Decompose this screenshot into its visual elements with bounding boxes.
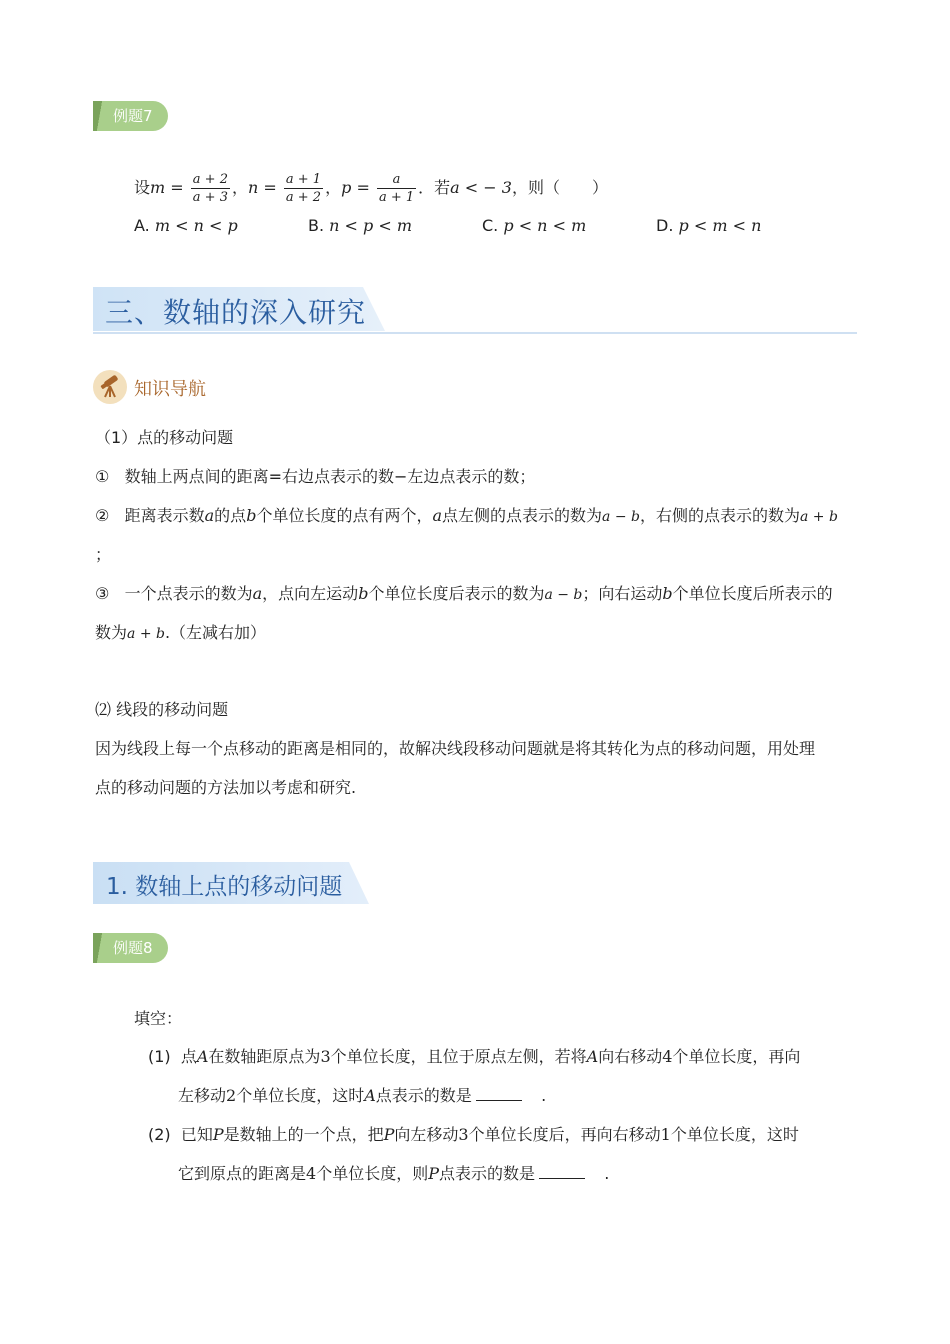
q1-text: 点: [180, 1047, 197, 1066]
example-7-tag: 例题7: [93, 101, 168, 131]
var-b: b: [358, 584, 369, 603]
rule-2-text: 个单位长度的点有两个，: [256, 506, 433, 525]
number-1: 1: [660, 1125, 671, 1144]
option-b: [308, 216, 412, 236]
rule-2-text: 的点: [214, 506, 247, 525]
option-d-label: D.: [656, 216, 674, 235]
answer-blank-1[interactable]: [476, 1086, 522, 1101]
rule-3-text: ，点向左运动: [262, 584, 359, 603]
option-a-expression: m < n < p: [154, 216, 238, 235]
subsection-title: 1. 数轴上点的移动问题: [106, 874, 343, 900]
example-8-intro: 填空：: [134, 1009, 183, 1028]
point-movement-heading: （1）点的移动问题: [95, 428, 234, 447]
rule-3-marker: ③: [95, 584, 110, 603]
rule-3: [95, 584, 833, 605]
q2-period: .: [604, 1164, 610, 1183]
option-c-label: C.: [482, 216, 499, 235]
option-b-expression: n < p < m: [329, 216, 413, 235]
rule-3-text: 个单位长度后所表示的: [672, 584, 833, 603]
var-b: b: [246, 506, 257, 525]
var-n: n: [247, 178, 259, 197]
equals-sign: =: [170, 178, 184, 197]
question-2-line-2: [178, 1164, 609, 1184]
expr-a-plus-b: a + b: [799, 509, 838, 525]
rule-3-continued: [95, 623, 266, 644]
rule-3-text: 一个点表示的数为: [124, 584, 253, 603]
option-c: [482, 216, 586, 236]
example-7-question: [134, 170, 608, 206]
rule-2-marker: ②: [95, 506, 110, 525]
option-b-label: B.: [308, 216, 325, 235]
question-1-line-1: [148, 1047, 800, 1067]
fraction-m: [191, 171, 230, 206]
fraction-m-denominator: a + 3: [192, 190, 228, 205]
rule-2-text: 点左侧的点表示的数为: [442, 506, 603, 525]
question-1-line-2: [178, 1086, 546, 1106]
option-a: [134, 216, 238, 236]
var-P: P: [428, 1164, 439, 1183]
number-4: 4: [306, 1164, 317, 1183]
condition-prefix: ．若: [418, 178, 451, 197]
var-P: P: [383, 1125, 395, 1144]
fraction-m-numerator: a + 2: [192, 172, 228, 187]
q2-text: 个单位长度后，再向右移动: [468, 1125, 661, 1144]
rule-2-text: ，右侧的点表示的数为: [639, 506, 800, 525]
rule-2-text: 距离表示数: [124, 506, 205, 525]
q2-text: 个单位长度，这时: [670, 1125, 799, 1144]
var-m: m: [150, 178, 166, 197]
fraction-n-numerator: a + 1: [285, 172, 322, 187]
option-c-expression: p < n < m: [503, 216, 587, 235]
expr-a-plus-b: a + b: [127, 626, 165, 642]
segment-movement-text-line-2: 点的移动问题的方法加以考虑和研究.: [95, 778, 357, 797]
q1-text: 个单位长度，这时: [236, 1086, 365, 1105]
q1-text: 点表示的数是: [375, 1086, 472, 1105]
section-title: 三、数轴的深入研究: [105, 296, 367, 329]
rule-1: [95, 467, 535, 487]
fraction-p-denominator: a + 1: [378, 190, 415, 205]
var-A: A: [586, 1047, 599, 1066]
number-4: 4: [662, 1047, 673, 1066]
q1-text: 个单位长度，且位于原点左侧，若将: [330, 1047, 587, 1066]
condition-suffix: ，则（ ）: [511, 178, 608, 197]
rule-3-text: .（左减右加）: [164, 623, 267, 642]
number-3: 3: [320, 1047, 331, 1066]
separator: ，: [325, 178, 342, 197]
q1-text: 个单位长度，再向: [672, 1047, 801, 1066]
fraction-p: [377, 171, 416, 206]
q2-text: 是数轴上的一个点，把: [223, 1125, 384, 1144]
var-b: b: [662, 584, 673, 603]
knowledge-nav-title: 知识导航: [134, 379, 206, 400]
expr-a-minus-b: a − b: [544, 587, 583, 603]
q2-text: 点表示的数是: [438, 1164, 535, 1183]
q1-period: .: [541, 1086, 547, 1105]
rule-3-text: 个单位长度后表示的数为: [368, 584, 545, 603]
question-prefix: 设: [134, 178, 151, 197]
rule-2-tail: ；: [95, 545, 112, 564]
separator: ，: [231, 178, 248, 197]
var-a: a: [204, 506, 215, 525]
section-heading-underline: [93, 332, 857, 334]
var-P: P: [212, 1125, 224, 1144]
segment-movement-heading: ⑵ 线段的移动问题: [95, 700, 229, 719]
fraction-n-denominator: a + 2: [285, 190, 322, 205]
telescope-icon: [93, 370, 127, 404]
var-a: a: [432, 506, 442, 525]
var-A: A: [196, 1047, 209, 1066]
q1-text: 左移动: [178, 1086, 227, 1105]
q2-text: 向左移动: [394, 1125, 459, 1144]
fraction-n: [284, 171, 323, 206]
rule-1-text: 数轴上两点间的距离=右边点表示的数−左边点表示的数；: [124, 467, 536, 486]
rule-2: [95, 506, 838, 527]
option-d-expression: p < m < n: [678, 216, 762, 235]
option-a-label: A.: [134, 216, 150, 235]
answer-blank-2[interactable]: [539, 1164, 585, 1179]
example-8-tag: 例题8: [93, 933, 168, 963]
section-heading: [93, 287, 857, 335]
condition-expression: a < − 3: [450, 178, 512, 197]
question-2-line-1: [148, 1125, 799, 1145]
rule-3-text: ；向右运动: [582, 584, 663, 603]
fraction-p-numerator: a: [377, 171, 416, 189]
equals-sign: =: [356, 178, 370, 197]
rule-1-marker: ①: [95, 467, 110, 486]
question-2-label: (2): [148, 1125, 171, 1144]
q2-text: 它到原点的距离是: [178, 1164, 307, 1183]
subsection-heading: [93, 862, 369, 904]
var-p: p: [341, 178, 352, 197]
q2-text: 已知: [180, 1125, 213, 1144]
option-d: [656, 216, 761, 236]
equals-sign: =: [263, 178, 277, 197]
rule-3-text: 数为: [95, 623, 128, 642]
expr-a-minus-b: a − b: [602, 509, 640, 525]
q1-text: 在数轴距原点为: [208, 1047, 321, 1066]
var-a: a: [252, 584, 263, 603]
number-2: 2: [226, 1086, 237, 1105]
number-3: 3: [458, 1125, 469, 1144]
q2-text: 个单位长度，则: [316, 1164, 429, 1183]
segment-movement-text-line-1: 因为线段上每一个点移动的距离是相同的，故解决线段移动问题就是将其转化为点的移动问题，用处理: [95, 739, 816, 758]
question-1-label: (1): [148, 1047, 171, 1066]
q1-text: 向右移动: [598, 1047, 663, 1066]
var-A: A: [364, 1086, 376, 1105]
